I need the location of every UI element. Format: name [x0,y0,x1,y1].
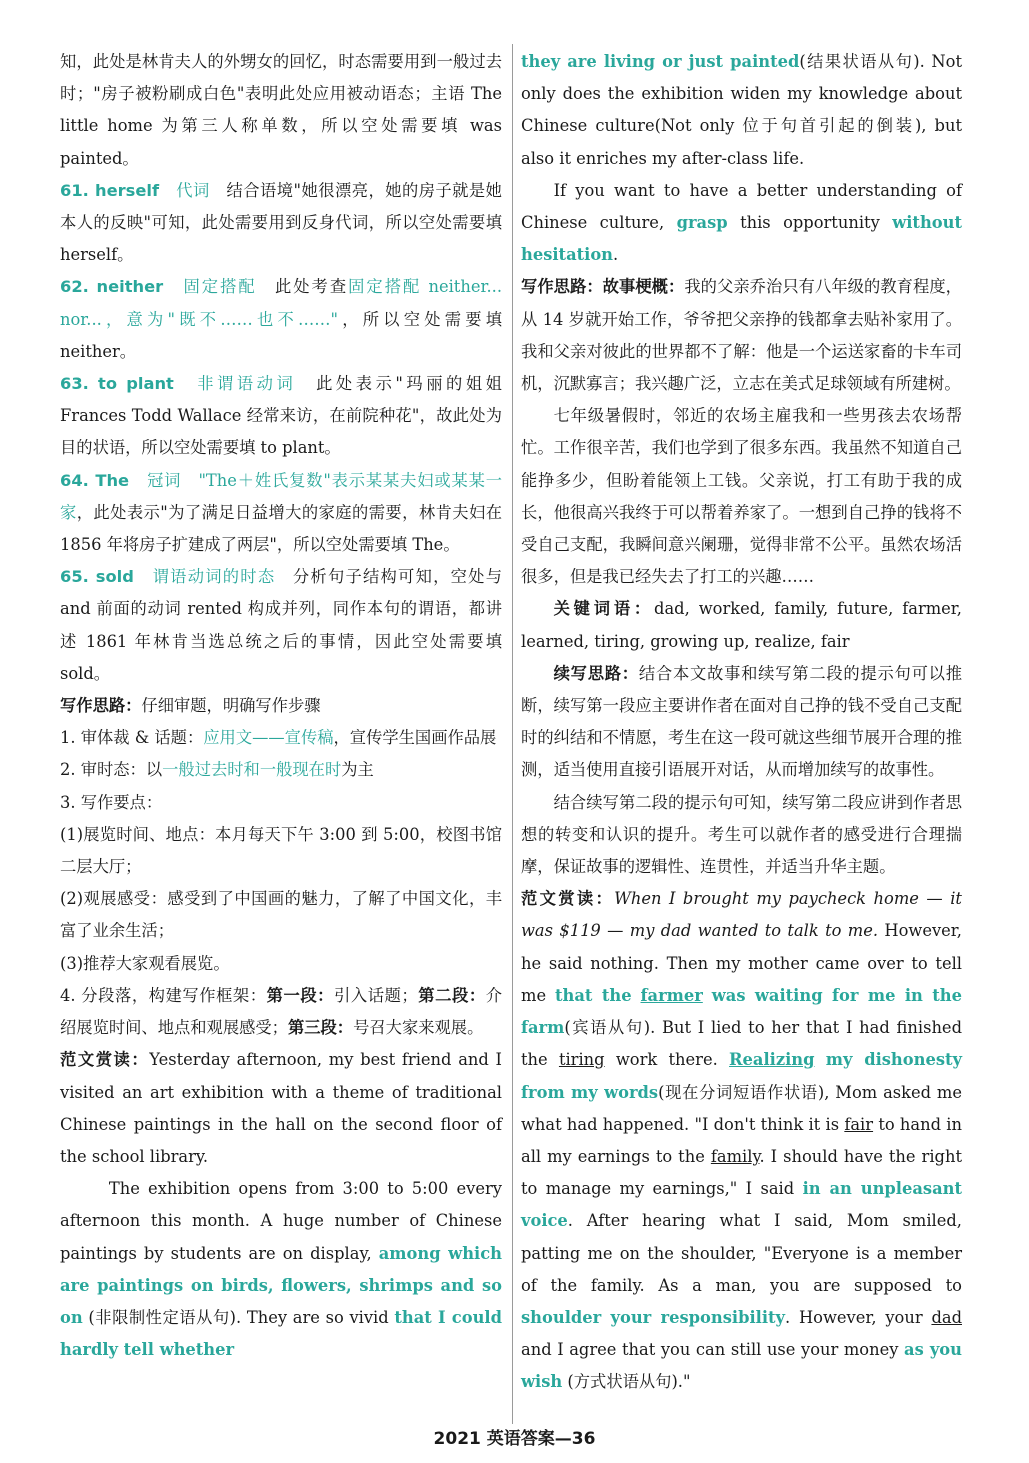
answer-pre: 此处考查 [274,277,349,297]
section-text: 我的父亲乔治只有八年级的教育程度，从 14 岁就开始工作，爷爷把父亲挣的钱都拿去贴补家用了。我和父亲对彼此的世界都不了解：他是一个运送家畜的卡车司机，沉默寡言；我兴趣广泛，立志在美式足球领域有所建树。 [521,277,962,394]
para-label: 第二段： [417,985,486,1005]
essay-underline: tiring [558,1050,605,1070]
para-text: 号召大家来观展。 [353,1018,484,1038]
answer-text: ，此处表示"为了满足日益增大的家庭的需要，林肯夫妇在 1856 年将房子扩建成了两层"，所以空处需要填 The。 [60,502,502,555]
section-text: 结合本文故事和续写第二段的提示句可以推断，续写第一段应主要讲作者在面对自己挣的钱不受自己支配时的纠结和不情愿，考生在这一段可就这些细节展开合理的推测，适当使用直接引语展开对话，从而增加续写的故事性。 [521,663,962,780]
answer-tag: 非谓语动词 [197,374,297,394]
answer-63 [60,368,502,465]
model-essay-cont [521,46,962,175]
essay-text: (方式状语从句)." [567,1372,691,1392]
step-label: 1. 审体裁 & 话题： [60,728,204,748]
essay-highlight: shoulder your responsibility [521,1307,785,1327]
section-label: 范文赏读： [60,1050,150,1070]
essay-underline: dad [931,1307,962,1327]
step-label: 4. 分段落，构建写作框架： [60,985,267,1005]
para-label: 第一段： [266,985,335,1005]
essay-highlight: in an unpleasant voice [521,1179,962,1231]
model-essay-p2 [60,1173,502,1366]
answer-number: 64. The [60,470,130,490]
step-highlight: 应用文——宣传稿 [203,728,334,748]
step-3: 3. 写作要点： [60,792,163,812]
key-words [521,593,962,657]
essay-text: However, he said nothing. Then my mother came over to tell me [521,921,962,1005]
section-sublabel: 故事梗概： [602,277,685,297]
essay-highlight: Realizing [729,1050,815,1070]
answer-tag: 冠词 [147,470,182,490]
essay-highlight: my dishonesty from my words [521,1050,962,1102]
essay-text: (结果状语从句). Not only does the exhibition widen my knowledge about Chinese culture(Not only 位于句首引起的倒装), but also it enriches my after-class life. [521,52,962,168]
answer-61 [60,175,502,272]
answer-number: 65. sold [60,567,134,587]
section-label: 写作思路： [521,277,603,297]
left-column [60,46,502,1366]
essay-text: (非限制性定语从句). They are so vivid [88,1307,389,1327]
answer-number: 62. neither [60,277,164,297]
section-label: 关键词语： [553,599,655,619]
essay-highlight: farmer [640,985,703,1005]
essay-highlight: grasp [676,213,728,233]
essay-text: and I agree that you can still use your money [521,1340,899,1360]
answer-text: 结合语境"她很漂亮，她的房子就是她本人的反映"可知，此处需要用到反身代词，所以空处需要填 herself。 [60,180,502,265]
step-3-1: (1)展览时间、地点：本月每天下午 3:00 到 5:00，校图书馆二层大厅； [60,824,502,877]
story-summary-2: 七年级暑假时，邻近的农场主雇我和一些男孩去农场帮忙。工作很辛苦，我们也学到了很多东西。我虽然不知道自己能挣多少，但盼着能领上工钱。父亲说，打工有助于我的成长，他很高兴我终于可以帮着养家了。一想到自己挣的钱将不受自己支配，我瞬间意兴阑珊，觉得非常不公平。虽然农场活很多，但是我已经失去了打工的兴趣…… [521,406,962,587]
answer-tag: 固定搭配 [183,277,257,297]
para-text: 介绍展览时间、地点和观展感受； [60,985,502,1038]
continuation-approach-2: 结合续写第二段的提示句可知，续写第二段应讲到作者思想的转变和认识的提升。考生可以就作者的感受进行合理揣摩，保证故事的逻辑性、连贯性，并适当升华主题。 [521,792,962,877]
essay-text: The exhibition opens from 3:00 to 5:00 every afternoon this month. A huge number of Chinese paintings by students are on display, [60,1179,502,1263]
answer-65 [60,561,502,690]
answer-62 [60,271,502,368]
step-3-3: (3)推荐大家观看展览。 [60,953,230,973]
section-label: 范文赏读： [521,889,615,909]
model-continuation [521,883,962,1398]
writing-approach [60,690,502,722]
essay-text: . After hearing what I said, Mom smiled, patting me on the shoulder, "Everyone is a member of the family. As a man, you are supposed to [521,1211,962,1295]
essay-text: (宾语从句). But I lied to her that I had finished the [521,1018,962,1070]
essay-text: (现在分词短语作状语), Mom asked me what had happened. "I don't think it is [521,1082,962,1134]
answer-number: 63. to plant [60,374,174,394]
essay-highlight: among which are paintings on birds, flowers, shrimps and so on [60,1243,502,1327]
section-label: 续写思路： [553,663,639,683]
step-highlight: 一般过去时和一般现在时 [162,760,342,780]
section-label: 写作思路： [60,696,142,716]
essay-text: to hand in all my earnings to the [521,1114,962,1166]
answer-text: ，所以空处需要填 neither。 [60,309,502,361]
essay-highlight: without hesitation [521,213,962,265]
model-essay-p1 [60,1044,502,1173]
step-3-2: (2)观展感受：感受到了中国画的魅力，了解了中国文化，丰富了业余生活； [60,889,502,941]
essay-highlight: they are living or just painted [521,52,800,71]
essay-text: work there. [615,1050,718,1070]
section-text: dad, worked, family, future, farmer, learned, tiring, growing up, realize, fair [521,599,962,651]
answer-tag: 谓语动词的时态 [152,567,276,587]
essay-text: . However, your [785,1307,923,1327]
answer-tag-2: 固定搭配 neither... nor...，意为"既不……也不……" [60,277,502,329]
essay-highlight: was waiting for me in the farm [521,985,963,1038]
essay-text: If you want to have a better understanding of Chinese culture, [521,180,962,233]
essay-text: Yesterday afternoon, my best friend and I visited an art exhibition with a theme of traditional Chinese paintings in the hall on the second floor of the school library. [60,1050,502,1166]
step-label: 2. 审时态：以 [60,760,163,780]
continuation-approach [521,658,962,787]
essay-text: . [613,245,619,265]
para-text: 引入话题； [334,985,418,1005]
answer-tag: 代词 [176,180,210,200]
essay-highlight: that the [555,985,632,1005]
paragraph-60-cont: 知，此处是林肯夫人的外甥女的回忆，时态需要用到一般过去时；"房子被粉刷成白色"表明此处应用被动语态；主语 The little home 为第三人称单数，所以空处需要填 was painted。 [60,52,502,168]
step-text: ，宣传学生国画作品展 [333,728,497,748]
answer-64 [60,465,502,562]
essay-underline: fair [844,1114,874,1134]
essay-underline: family [710,1146,760,1166]
column-divider [512,44,513,1424]
essay-text: . I should have the right to manage my earnings," I said [521,1146,962,1199]
essay-italic: When I brought my paycheck home — it was $119 — my dad wanted to talk to me. [521,889,962,941]
page-footer: 2021 英语答案—36 [433,1429,596,1449]
essay-highlight: that I could hardly tell whether [60,1307,502,1360]
step-text: 为主 [341,760,374,780]
answer-tag-2: "The＋姓氏复数"表示某某夫妇或某某一家 [60,470,502,522]
story-summary [521,271,962,400]
para-label: 第三段： [287,1018,354,1038]
essay-highlight: as you wish [521,1340,962,1392]
step-1 [60,722,502,754]
section-text: 仔细审题，明确写作步骤 [141,696,321,716]
answer-number: 61. herself [60,180,160,200]
answer-text: 此处表示"玛丽的姐姐 Frances Todd Wallace 经常来访，在前院种花"，故此处为目的状语，所以空处需要填 to plant。 [60,374,502,458]
step-2 [60,754,502,786]
model-essay-p3 [521,175,962,272]
essay-text: this opportunity [740,213,880,233]
answer-text: 分析句子结构可知，空处与 and 前面的动词 rented 构成并列，同作本句的谓语，都讲述 1861 年林肯当选总统之后的事情，因此空处需要填 sold。 [60,567,502,683]
right-column [521,46,962,1399]
step-4 [60,980,502,1044]
